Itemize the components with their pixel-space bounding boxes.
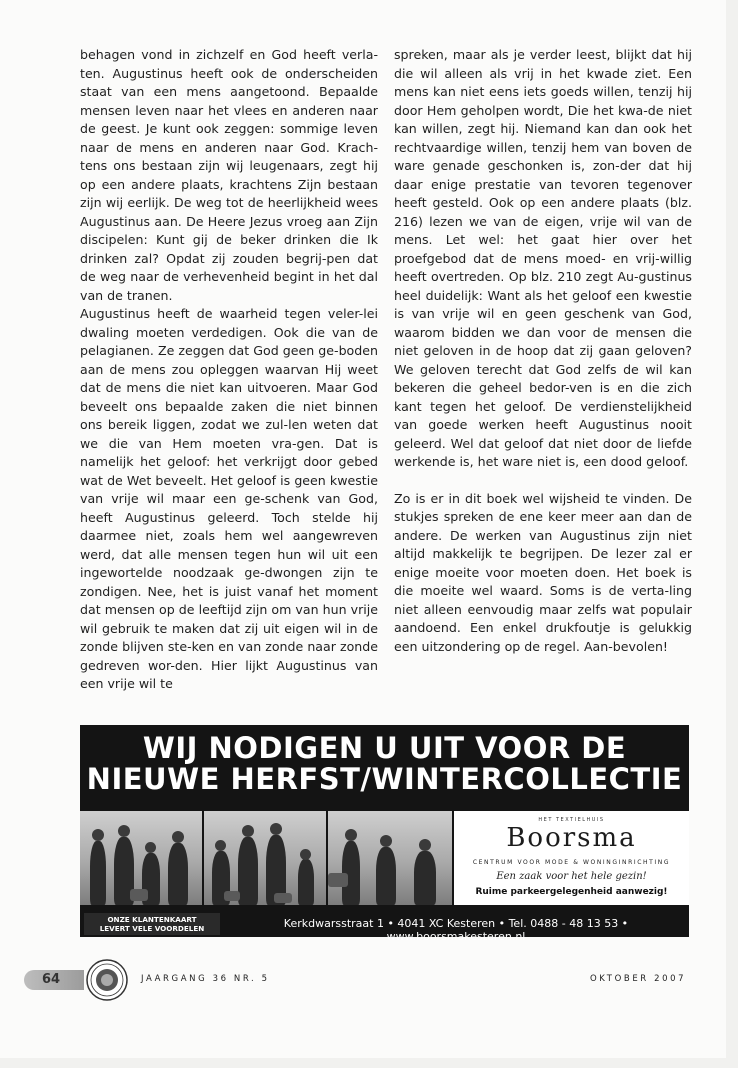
logo-slogan: Een zaak voor het hele gezin! <box>496 871 647 882</box>
ad-photo-family-2 <box>204 811 326 905</box>
article-column-left <box>80 46 378 694</box>
loyalty-line-1: ONZE KLANTENKAART <box>107 915 197 924</box>
paragraph: spreken, maar als je verder leest, blijkt dat hij die wil alleen als vrij in het kwade ziet. Een mens kan niet eens iets goeds willen, tenzij hij door Hem geholpen wordt, Die het kwa-de niet kan willen, zegt hij. Niemand kan dan ook het rechtvaardige willen, tenzij hem van boven de ware genade geschonken is, zon-der dat hij daar enige prestatie van tevoren tegenover heeft gesteld. Ook op een andere plaats (blz. 216) lezen we van de eigen, vrije wil van de mens. Let wel: het gaat hier over het proefgebod dat de mens moed- en vrij-willig heeft overtreden. Op blz. 210 zegt Au-gustinus heel duidelijk: Want als het geloof een kwestie is van vrije wil en geen geschenk van God, waarom bidden we dan voor de mensen die niet geloven in de hoop dat zij gaan geloven? We geloven terecht dat God zelfs de wil kan bekeren die geheel bedor-ven is en die zich kant tegen het geloof. De verdienstelijkheid van goede werken heeft Augustinus nooit geleerd. Wel dat geloof dat niet door de liefde werkende is, het ware niet is, een dood geloof. <box>394 47 692 469</box>
loyalty-card-notice <box>84 913 220 935</box>
logo-name: Boorsma <box>506 823 637 853</box>
parking-notice: Ruime parkeergelegenheid aanwezig! <box>475 887 668 897</box>
paragraph: Zo is er in dit boek wel wijsheid te vinden. De stukjes spreken de ene keer meer aan dan de andere. De werken van Augustinus zijn niet altijd makkelijk te begrijpen. De lezer zal er enige moeite voor moeten doen. Het boek is die moeite wel waard. Soms is de verta-ling niet alleen eenvoudig maar zelfs wat populair aandoend. Een enkel drukfoutje is gelukkig een uitzondering op de regel. Aan-bevolen! <box>394 490 692 654</box>
ad-headline-line-1: WIJ NODIGEN U UIT VOOR DE <box>142 731 627 765</box>
emblem-icon <box>86 959 128 1001</box>
logo-subtitle: CENTRUM VOOR MODE & WONINGINRICHTING <box>472 859 671 866</box>
loyalty-line-2: LEVERT VELE VOORDELEN <box>99 924 205 933</box>
ad-headline <box>80 733 689 795</box>
article-column-right <box>394 46 692 656</box>
footer-date: OKTOBER 2007 <box>590 974 687 984</box>
paragraph: behagen vond in zichzelf en God heeft verla-ten. Augustinus heeft ook de onderscheiden staat van een mens aangetoond. Bepaalde mensen leven naar het vlees en anderen naar de geest. Je kunt ook zeggen: sommige leven naar de mens en anderen naar God. Krach-tens ons bestaan zijn wij leugenaars, zegt hij op een andere plaats, krachtens Zijn bestaan zijn wij eerlijk. De weg tot de heerlijkheid wees Augustinus aan. De Heere Jezus vroeg aan Zijn discipelen: Kunt gij de beker drinken die Ik drinken zal? Opdat zij zouden begrij-pen dat de weg naar de verhevenheid begint in het dal van de tranen. <box>80 47 378 303</box>
logo-small-caption: HET TEXTIELHUIS <box>538 817 605 823</box>
footer-volume: JAARGANG 36 NR. 5 <box>141 974 270 984</box>
page-footer <box>0 955 726 1005</box>
ad-headline-line-2: NIEUWE HERFST/WINTERCOLLECTIE <box>86 762 683 796</box>
boorsma-logo <box>454 811 689 905</box>
page-number: 64 <box>24 970 84 990</box>
ad-photo-family-3 <box>328 811 452 905</box>
advertisement <box>80 725 689 943</box>
paragraph: Augustinus heeft de waarheid tegen veler-lei dwaling moeten verdedigen. Ook die van de pelagianen. Ze zeggen dat God geen ge-boden aan de mens zou opleggen waarvan Hij weet dat de mens die niet kan uitvoeren. Maar God beveelt ons bepaalde zaken die niet binnen ons bereik liggen, zodat we zul-len weten dat we die van Hem moeten vra-gen. Dat is namelijk het geloof: het verkrijgt door gebed wat de Wet beveelt. Het geloof is geen kwestie van vrije wil maar een ge-schenk van God, heeft Augustinus geleerd. Toch stelde hij daarmee niet, zoals hem wel aangewreven werd, dat alle mensen tegen hun wil uit een ingewortelde noodzaak ge-dwongen zijn te zondigen. Nee, het is juist vanaf het moment dat mensen op de leeftijd zijn om van hun vrije wil gebruik te maken dat zij uit eigen wil in de zonde blijven ste-ken en van zonde naar zonde gedreven wor-den. Hier lijkt Augustinus van een vrije wil te <box>80 306 378 691</box>
ad-photo-family-1 <box>80 811 202 905</box>
ad-address: Kerkdwarsstraat 1 • 4041 XC Kesteren • Tel. 0488 - 48 13 53 • www.boorsmakesteren.nl <box>283 917 629 943</box>
